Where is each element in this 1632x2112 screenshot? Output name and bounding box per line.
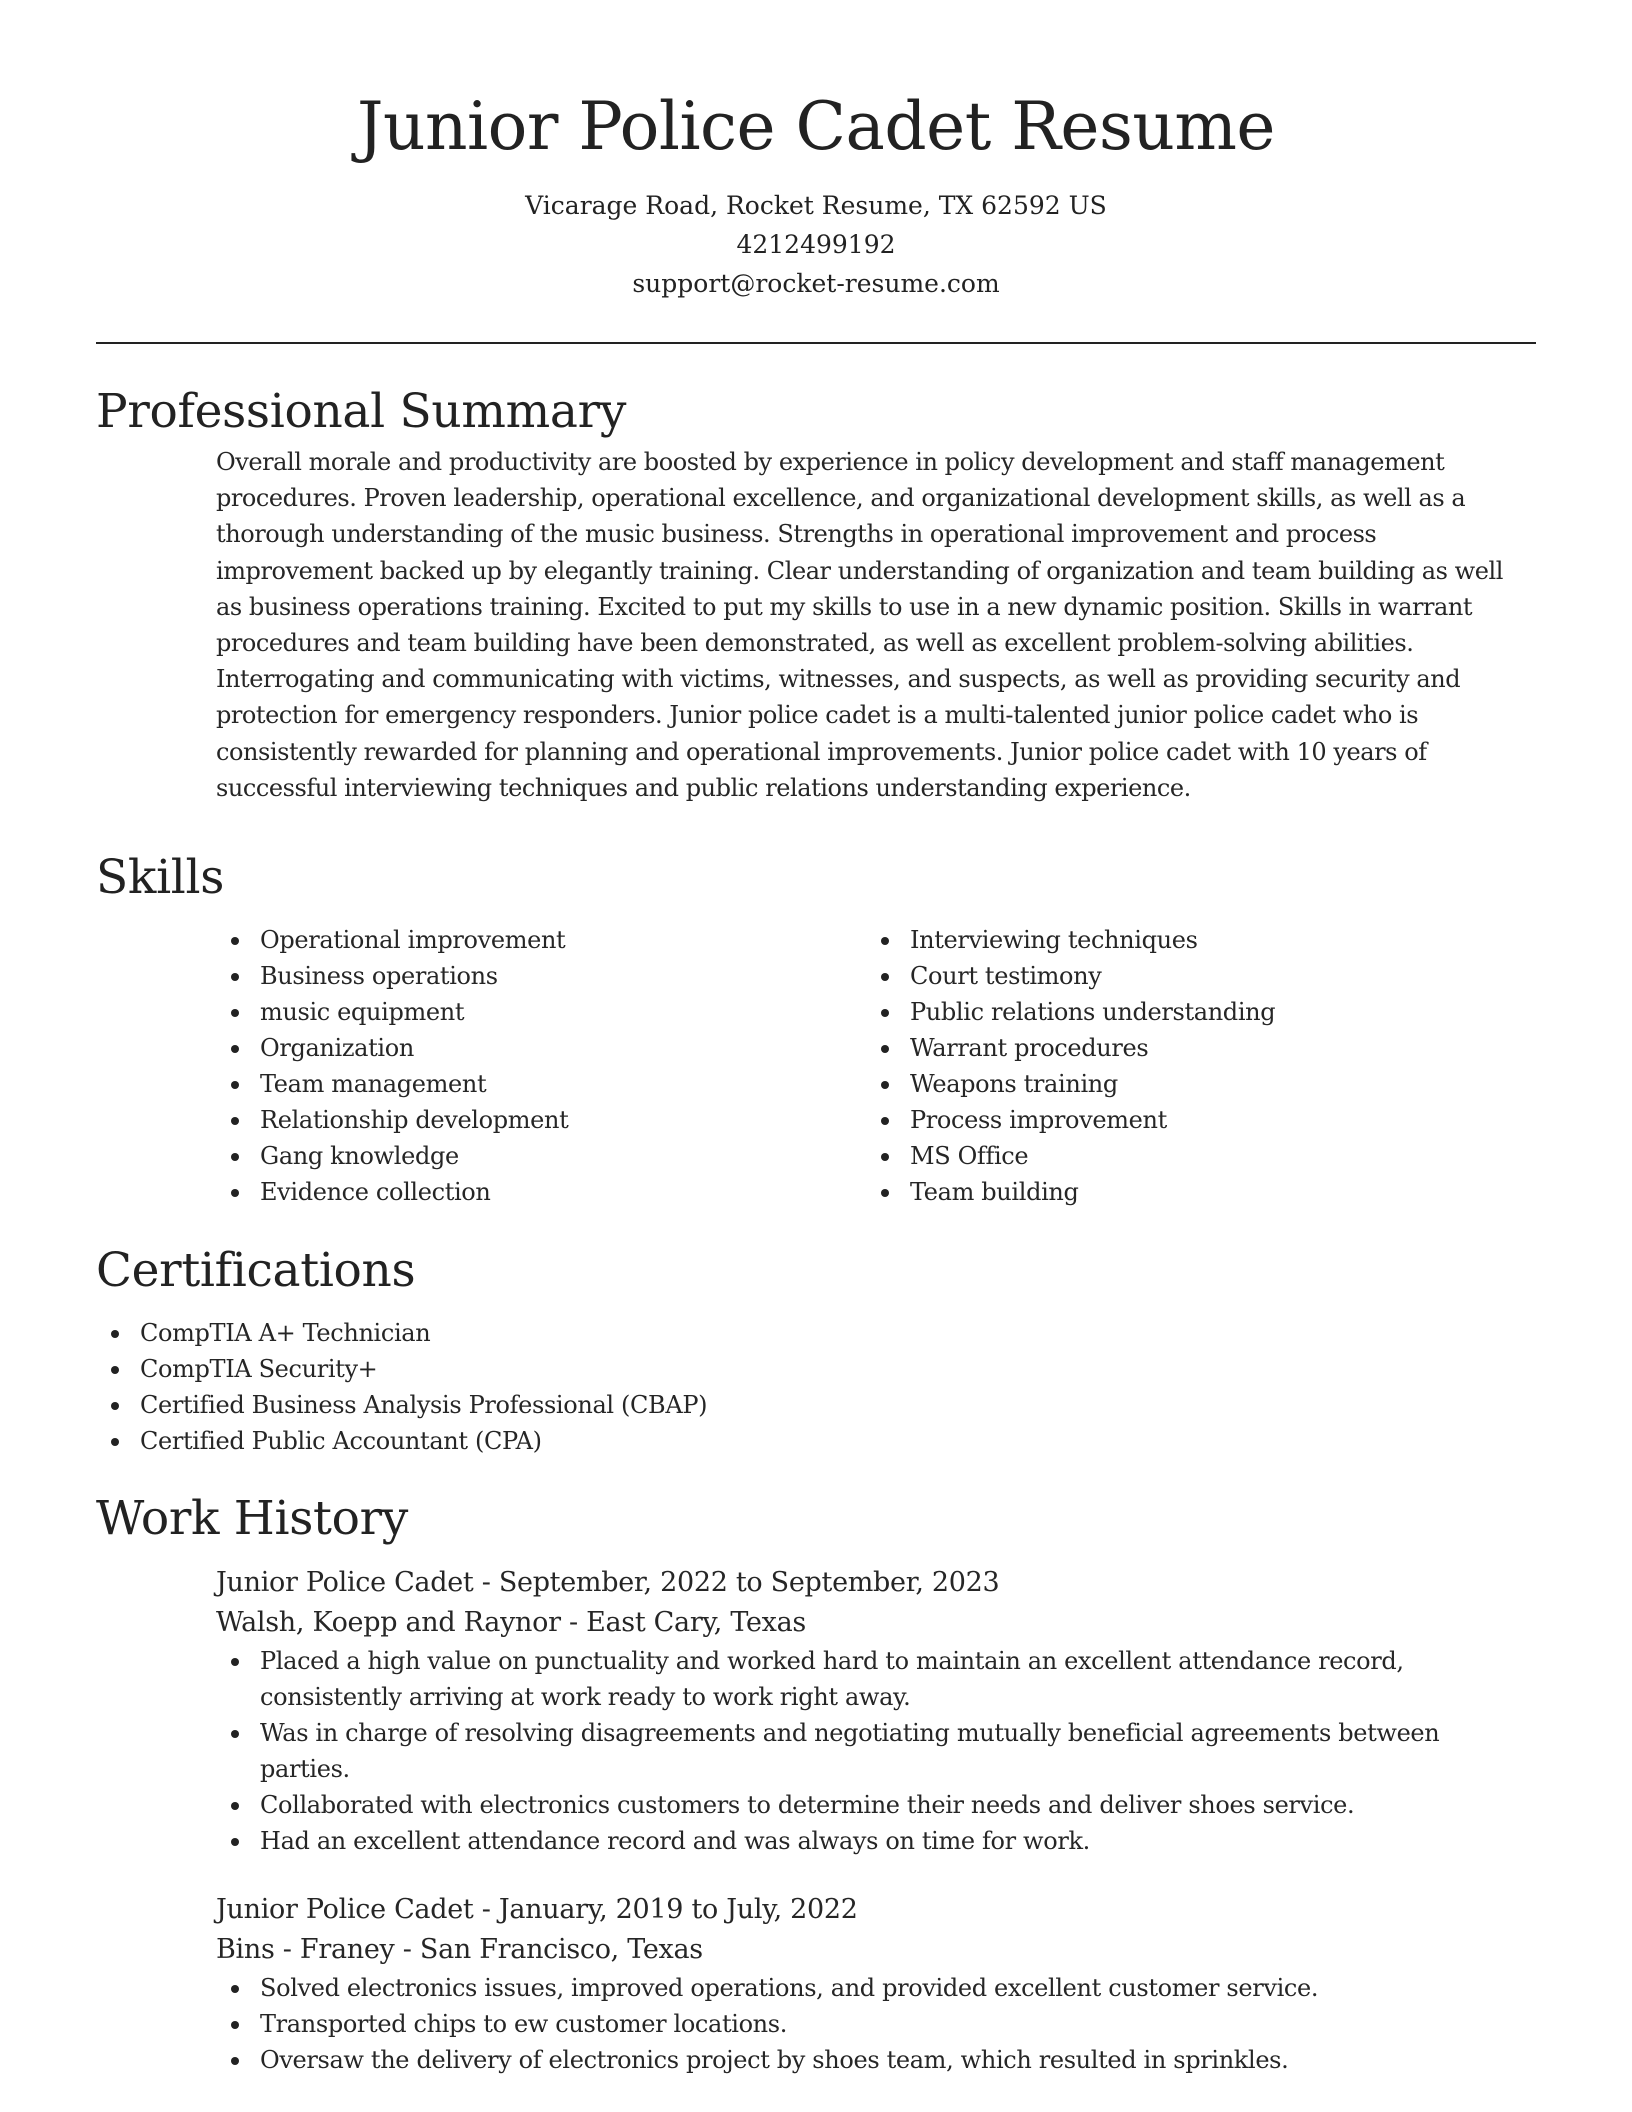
job-duty-item: Collaborated with electronics customers to determine their needs and deliver shoes service. (216, 1787, 1460, 1823)
skill-item: Team management (216, 1066, 866, 1102)
certification-item: CompTIA A+ Technician (96, 1315, 1536, 1351)
resume-header (0, 0, 1632, 303)
skill-item: Gang knowledge (216, 1138, 866, 1174)
skill-item: music equipment (216, 994, 866, 1030)
job-entry (216, 1890, 1536, 2078)
header-divider (96, 342, 1536, 344)
contact-email: support@rocket-resume.com (632, 269, 1000, 298)
skill-item: Process improvement (866, 1102, 1516, 1138)
job-duty-item: Solved electronics issues, improved operations, and provided excellent customer service. (216, 1970, 1460, 2006)
job-title-line: Junior Police Cadet - January, 2019 to July, 2022 (216, 1894, 858, 1925)
job-duties-list (216, 1970, 1536, 2078)
summary-text: Overall morale and productivity are boosted by experience in policy development and staff management procedures. Proven leadership, operational excellence, and organizational development skills, as well as a thorough understanding of the music business. Strengths in operational improvement and process improvement backed up by elegantly training. Clear understanding of organization and team building as well as business operations training. Excited to put my skills to use in a new dynamic position. Skills in warrant procedures and team building have been demonstrated, as well as excellent problem-solving abilities. Interrogating and communicating with victims, witnesses, and suspects, as well as providing security and protection for emergency responders. Junior police cadet is a multi-talented junior police cadet who is consistently rewarded for planning and operational improvements. Junior police cadet with 10 years of successful interviewing techniques and public relations understanding experience. (216, 448, 1503, 802)
resume-title: Junior Police Cadet Resume (357, 88, 1275, 165)
job-duty-item: Was in charge of resolving disagreements and negotiating mutually beneficial agreements between parties. (216, 1715, 1460, 1787)
skill-item: Interviewing techniques (866, 922, 1516, 958)
certifications-heading: Certifications (96, 1243, 416, 1298)
work-history-heading: Work History (96, 1491, 409, 1546)
summary-heading: Professional Summary (96, 384, 627, 439)
work-history-section (96, 1489, 1536, 2078)
job-company-line: Walsh, Koepp and Raynor - East Cary, Texas (216, 1607, 806, 1638)
job-title-line: Junior Police Cadet - September, 2022 to September, 2023 (216, 1567, 1000, 1598)
job-location: San Francisco, Texas (419, 1934, 703, 1965)
skill-item: Weapons training (866, 1066, 1516, 1102)
skill-item: Evidence collection (216, 1174, 866, 1210)
job-company: Bins - Franey (216, 1934, 395, 1965)
skills-column-left (216, 922, 866, 1210)
skill-item: Organization (216, 1030, 866, 1066)
skills-column-right (866, 922, 1516, 1210)
job-dates: September, 2022 to September, 2023 (498, 1567, 1000, 1598)
skill-item: Business operations (216, 958, 866, 994)
skill-item: Public relations understanding (866, 994, 1516, 1030)
certification-item: CompTIA Security+ (96, 1351, 1536, 1387)
skills-columns (216, 922, 1536, 1210)
job-duty-item: Oversaw the delivery of electronics project by shoes team, which resulted in sprinkles. (216, 2042, 1460, 2078)
skill-item: Operational improvement (216, 922, 866, 958)
job-company: Walsh, Koepp and Raynor (216, 1607, 561, 1638)
certifications-section (96, 1241, 1536, 1459)
skills-heading: Skills (96, 850, 225, 905)
contact-address: Vicarage Road, Rocket Resume, TX 62592 US (525, 191, 1107, 220)
skill-item: Relationship development (216, 1102, 866, 1138)
skill-item: Court testimony (866, 958, 1516, 994)
job-duty-item: Had an excellent attendance record and was always on time for work. (216, 1823, 1460, 1859)
job-company-line: Bins - Franey - San Francisco, Texas (216, 1934, 703, 1965)
certification-item: Certified Business Analysis Professional (CBAP) (96, 1387, 1536, 1423)
job-duty-item: Placed a high value on punctuality and worked hard to maintain an excellent attendance record, consistently arriving at work ready to work right away. (216, 1643, 1460, 1715)
skill-item: MS Office (866, 1138, 1516, 1174)
job-dates: January, 2019 to July, 2022 (498, 1894, 858, 1925)
job-duties-list (216, 1643, 1536, 1859)
certification-item: Certified Public Accountant (CPA) (96, 1423, 1536, 1459)
job-title: Junior Police Cadet (216, 1894, 474, 1925)
job-title: Junior Police Cadet (216, 1567, 474, 1598)
skill-item: Team building (866, 1174, 1516, 1210)
skills-list-left (216, 922, 866, 1210)
job-duty-item: Transported chips to ew customer locations. (216, 2006, 1460, 2042)
certifications-list (96, 1315, 1536, 1459)
skills-section (96, 848, 1536, 1210)
skill-item: Warrant procedures (866, 1030, 1516, 1066)
contact-block (0, 186, 1632, 303)
summary-section (96, 382, 1536, 806)
job-location: East Cary, Texas (586, 1607, 806, 1638)
skills-list-right (866, 922, 1516, 1210)
contact-phone: 4212499192 (736, 230, 896, 259)
job-entry (216, 1563, 1536, 1859)
